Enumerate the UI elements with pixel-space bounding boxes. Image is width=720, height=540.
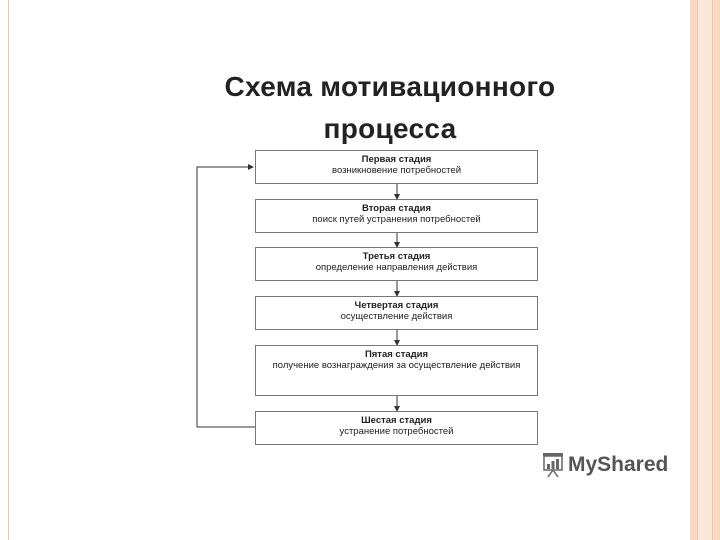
title-line-2: процесса	[323, 113, 457, 144]
stage-5-box	[255, 345, 538, 396]
stage-2-desc: поиск путей устранения потребностей	[312, 214, 481, 225]
stage-1-name: Первая стадия	[361, 154, 432, 165]
title-line-1: Схема мотивационного	[224, 71, 556, 102]
watermark-text: MyShared	[568, 453, 669, 476]
stage-3-box	[255, 247, 538, 281]
stage-6-box	[255, 411, 538, 445]
stage-3-desc: определение направления действия	[315, 262, 478, 273]
watermark-logo	[542, 450, 668, 480]
stage-1-desc: возникновение потребностей	[332, 165, 461, 176]
stage-6-name: Шестая стадия	[361, 415, 432, 426]
stage-1-box	[255, 150, 538, 184]
stage-4-name: Четвертая стадия	[354, 300, 439, 311]
stage-3-name: Третья стадия	[362, 251, 431, 262]
stage-4-box	[255, 296, 538, 330]
stage-2-name: Вторая стадия	[362, 203, 431, 214]
stage-4-desc: осуществление действия	[340, 311, 453, 322]
presentation-chart-icon	[542, 452, 564, 478]
stage-2-box	[255, 199, 538, 233]
stage-5-desc: получение вознаграждения за осуществление действия	[272, 360, 521, 371]
feedback-loop-arrow	[197, 167, 255, 427]
stage-5-name: Пятая стадия	[364, 349, 429, 360]
stage-6-desc: устранение потребностей	[339, 426, 454, 437]
